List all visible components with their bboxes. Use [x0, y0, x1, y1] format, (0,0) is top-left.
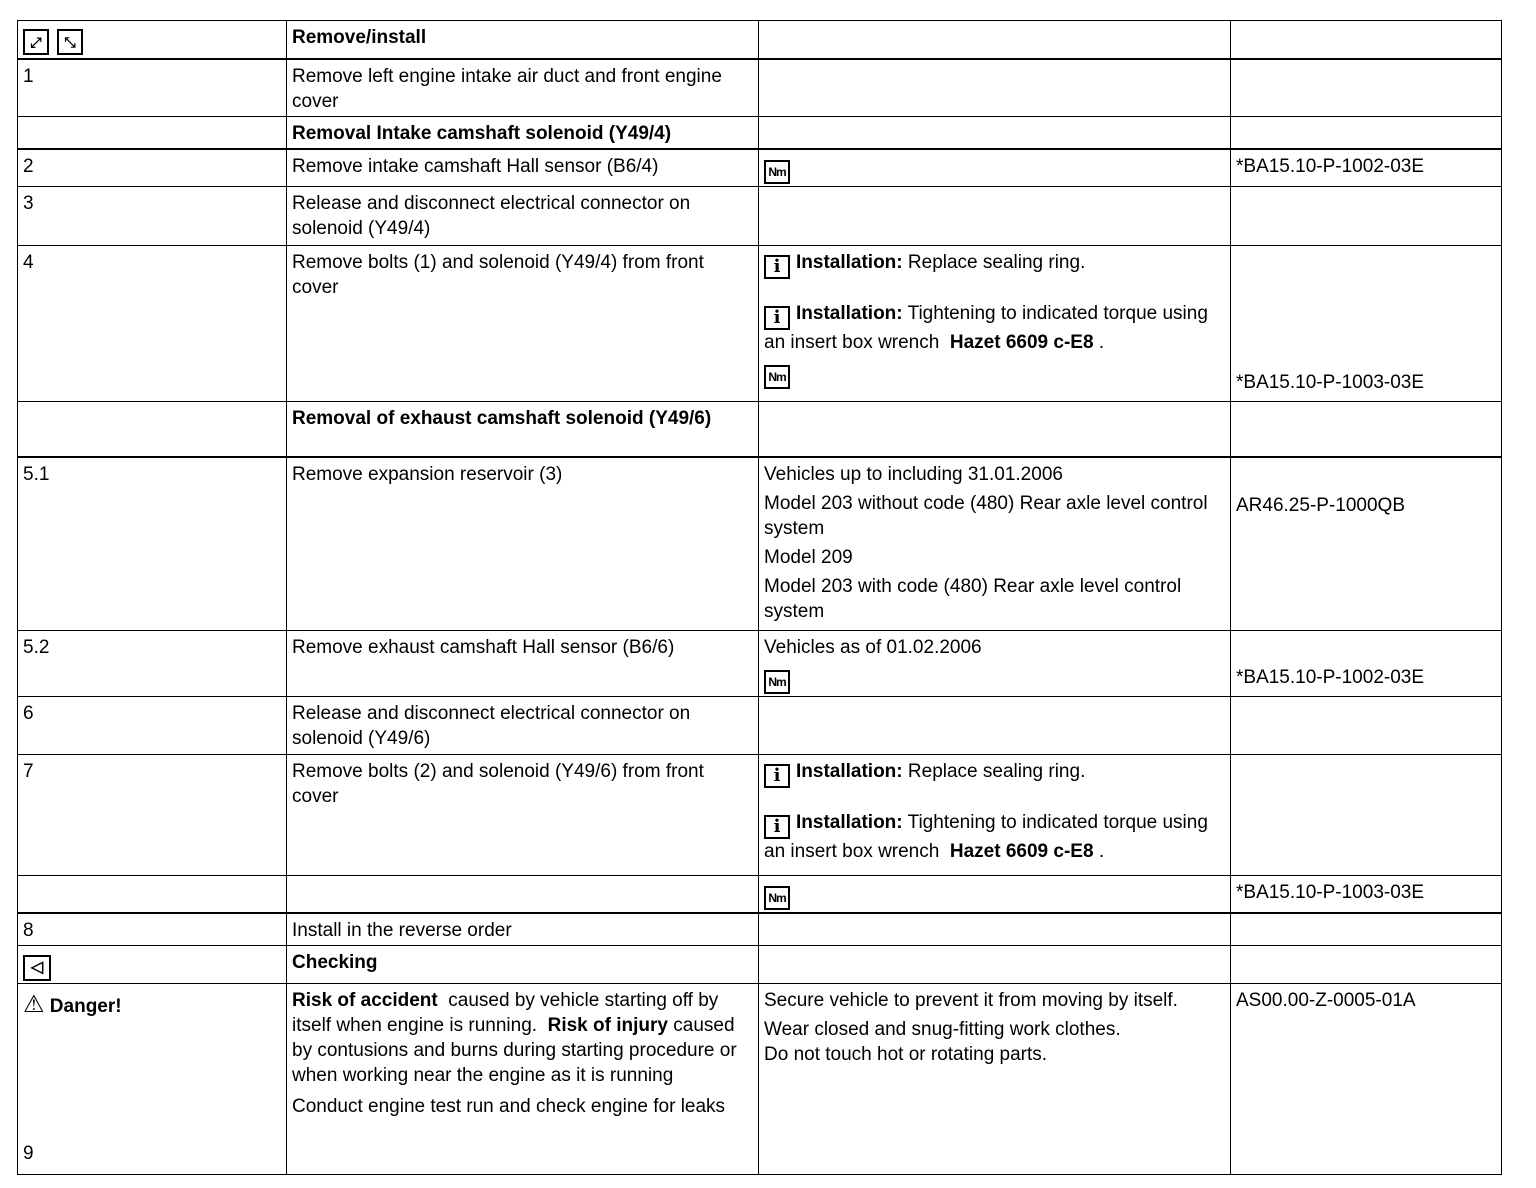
- step-number: 1: [18, 59, 287, 117]
- info-icon[interactable]: i: [764, 255, 790, 279]
- subheading: Checking: [292, 952, 378, 973]
- reference-link[interactable]: *BA15.10-P-1002-03E: [1231, 630, 1502, 696]
- step-number: 2: [18, 149, 287, 187]
- step-number: 5.1: [18, 457, 287, 631]
- tool-name: Hazet 6609 c-E8: [949, 840, 1094, 862]
- table-row: [18, 754, 1502, 875]
- step-text: Remove bolts (1) and solenoid (Y49/4) from front cover: [287, 246, 759, 402]
- torque-nm-icon[interactable]: Nm: [764, 670, 790, 694]
- step-text: Remove bolts (2) and solenoid (Y49/6) from front cover: [287, 754, 759, 875]
- table-row: [18, 187, 1502, 246]
- torque-nm-icon[interactable]: Nm: [764, 886, 790, 910]
- table-row: [18, 457, 1502, 631]
- danger-row: ⚠ Danger! 9 Risk of accident caused by vehicle starting off by itself when engine is running. Risk of injury caused by contusions and burns during starting procedure or when working near the engine as it is running Conduct engine test run and check engine for leaks Secure vehicle to prevent it from moving by itself. Wear closed and snug-fitting work clothes. Do not touch hot or rotating parts. AS00.00-Z-0005-01A: [18, 984, 1502, 1175]
- subheading: Removal of exhaust camshaft solenoid (Y49/6): [292, 408, 712, 429]
- collapse-icon[interactable]: ⤡: [57, 29, 83, 55]
- subheading: Removal Intake camshaft solenoid (Y49/4): [292, 122, 672, 144]
- reference-link[interactable]: AR46.25-P-1000QB: [1231, 457, 1502, 631]
- step-text: Remove intake camshaft Hall sensor (B6/4): [287, 149, 759, 187]
- warning-triangle-icon: ⚠: [23, 991, 45, 1018]
- step-number: 5.2: [18, 630, 287, 696]
- checking-icon: ◁: [23, 955, 51, 981]
- subheading-row: [18, 402, 1502, 457]
- expand-icon[interactable]: ⤢: [23, 29, 49, 55]
- danger-label: Danger!: [49, 996, 122, 1017]
- table-row: 5.2 Remove exhaust camshaft Hall sensor (B6/6) Vehicles as of 01.02.2006 Nm *BA15.10-P-1002-03E: [18, 630, 1502, 696]
- header-row: [18, 21, 1502, 59]
- step-text: Release and disconnect electrical connector on solenoid (Y49/6): [287, 696, 759, 754]
- info-icon[interactable]: i: [764, 306, 790, 330]
- section-title: Remove/install: [287, 21, 759, 59]
- notes-cell: Secure vehicle to prevent it from moving by itself. Wear closed and snug-fitting work clothes. Do not touch hot or rotating parts.: [759, 984, 1231, 1175]
- notes-cell: i Installation: Replace sealing ring. i Installation: Tightening to indicated torque using an insert box wrench Hazet 6609 c-E8 .: [759, 754, 1231, 875]
- reference-link[interactable]: *BA15.10-P-1003-03E: [1231, 875, 1502, 913]
- step-text: Release and disconnect electrical connector on solenoid (Y49/4): [287, 187, 759, 246]
- reference-link[interactable]: AS00.00-Z-0005-01A: [1231, 984, 1502, 1175]
- subheading-row: [18, 116, 1502, 149]
- step-number: 4: [18, 246, 287, 402]
- step-text: Conduct engine test run and check engine for leaks: [292, 1096, 726, 1117]
- torque-nm-icon[interactable]: Nm: [764, 160, 790, 184]
- info-icon[interactable]: i: [764, 764, 790, 788]
- reference-link[interactable]: *BA15.10-P-1003-03E: [1231, 246, 1502, 402]
- subheading-row: [18, 946, 1502, 984]
- tool-name: Hazet 6609 c-E8: [949, 332, 1094, 353]
- step-number: 7: [18, 754, 287, 875]
- view-controls: [18, 21, 287, 59]
- table-row: [18, 913, 1502, 946]
- reference-link[interactable]: *BA15.10-P-1002-03E: [1231, 149, 1502, 187]
- table-row: [18, 59, 1502, 117]
- step-text: Install in the reverse order: [287, 913, 759, 946]
- procedure-table: [17, 20, 1502, 1175]
- notes-cell: Vehicles up to including 31.01.2006 Model 203 without code (480) Rear axle level control system Model 209 Model 203 with code (480) Rear axle level control system: [759, 457, 1231, 631]
- table-row: [18, 696, 1502, 754]
- table-row: [18, 149, 1502, 187]
- table-row: [18, 246, 1502, 402]
- step-text: Remove expansion reservoir (3): [287, 457, 759, 631]
- step-text: Remove exhaust camshaft Hall sensor (B6/6): [287, 630, 759, 696]
- step-number: 3: [18, 187, 287, 246]
- torque-nm-icon[interactable]: Nm: [764, 365, 790, 389]
- step-text: Remove left engine intake air duct and front engine cover: [287, 59, 759, 117]
- info-icon[interactable]: i: [764, 815, 790, 839]
- notes-cell: i Installation: Replace sealing ring. i Installation: Tightening to indicated torque using an insert box wrench Hazet 6609 c-E8 . Nm: [759, 246, 1231, 402]
- step-number: 6: [18, 696, 287, 754]
- table-row: [18, 875, 1502, 913]
- step-number: 9: [23, 1143, 34, 1164]
- step-number: 8: [18, 913, 287, 946]
